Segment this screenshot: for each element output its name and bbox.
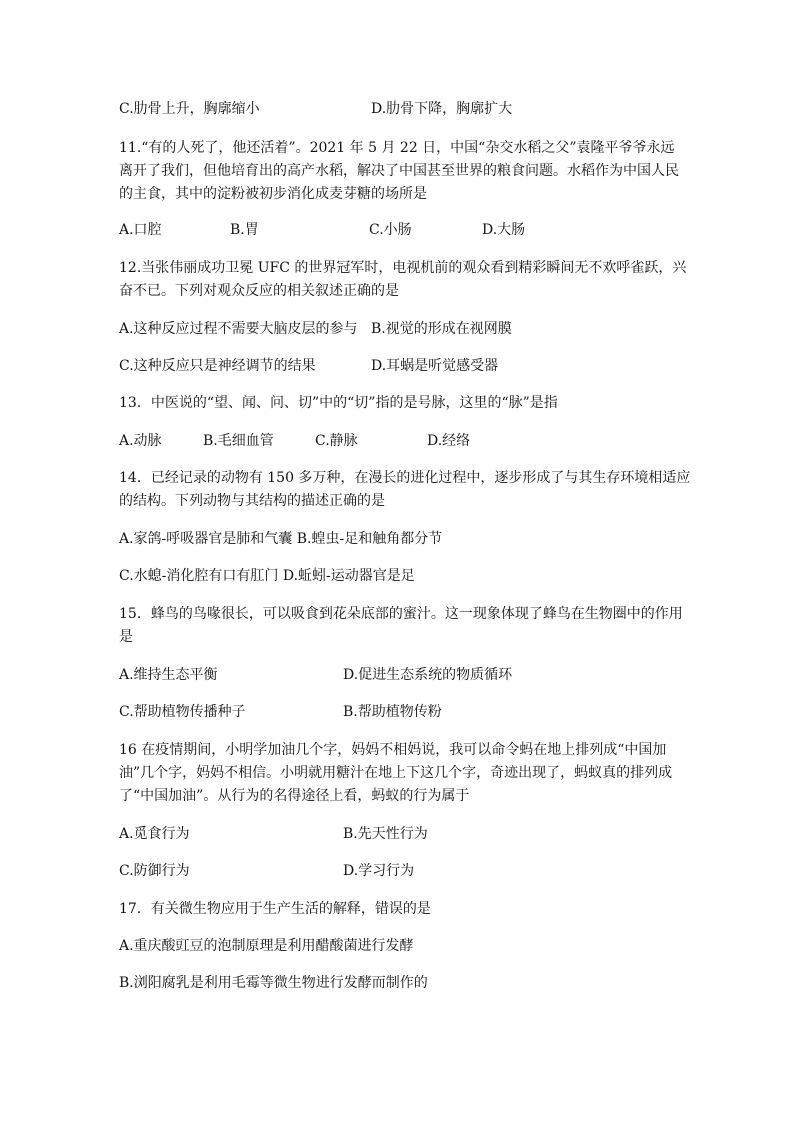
q12-option-b: B.视觉的形成在视网膜 <box>371 321 512 337</box>
q13-option-a: A.动脉 <box>119 433 162 449</box>
q15-option-c: C.帮助植物传播种子 <box>119 704 246 720</box>
q10-option-d: D.肋骨下降，胸廓扩大 <box>371 101 513 117</box>
q16-option-b: B.先天性行为 <box>343 826 428 842</box>
q13-option-c: C.静脉 <box>315 433 358 449</box>
q13-stem-line: 13．中医说的“望、闻、问、切”中的“切”指的是号脉，这里的“脉”是指 <box>119 395 558 411</box>
q16-stem-line-1: 16 在疫情期间，小明学加油几个字，妈妈不相妈说，我可以命令蚂在地上排列成“中国加 <box>119 742 667 758</box>
q12-option-d: D.耳蜗是听觉感受器 <box>371 358 499 374</box>
q12-options-row-2 <box>119 355 699 377</box>
q10-options-row <box>119 98 699 120</box>
q17-option-a: A.重庆酸豇豆的泡制原理是利用醋酸菌进行发酵 <box>119 938 414 954</box>
q16-stem-line-3: 了“中国加油”。从行为的名得途径上看，蚂蚁的行为属于 <box>119 788 470 804</box>
q16-option-d: D.学习行为 <box>343 863 415 879</box>
q11-options-row <box>119 219 699 241</box>
q13-option-b: B.毛细血管 <box>203 433 274 449</box>
q14-stem-line-1: 14．已经记录的动物有 150 多万种，在漫长的进化过程中，逐步形成了与其生存环境相适应 <box>119 470 691 486</box>
q17-option-b: B.浏阳腐乳是利用毛霉等微生物进行发酵而制作的 <box>119 975 428 991</box>
q16-option-a: A.觅食行为 <box>119 826 190 842</box>
q12-options-row-1 <box>119 318 699 340</box>
q15-options-row-2 <box>119 701 699 723</box>
q11-option-a: A.口腔 <box>119 222 162 238</box>
q17-stem-line: 17．有关微生物应用于生产生活的解释，错误的是 <box>119 901 431 917</box>
q11-option-c: C.小肠 <box>369 222 412 238</box>
q16-options-row-2 <box>119 860 699 882</box>
q11-option-d: D.大肠 <box>482 222 526 238</box>
q16-options-row-1 <box>119 823 699 845</box>
q14-options-row-2: C.水螅-消化腔有口有肛门 D.蚯蚓-运动器官是足 <box>119 568 415 584</box>
q13-options-row <box>119 430 699 452</box>
q16-option-c: C.防御行为 <box>119 863 190 879</box>
q12-option-a: A.这种反应过程不需要大脑皮层的参与 <box>119 321 358 337</box>
q15-stem-line-2: 是 <box>119 629 133 645</box>
q15-options-row-1 <box>119 664 699 686</box>
q12-stem-line-2: 奋不已。下列对观众反应的相关叙述正确的是 <box>119 283 399 299</box>
q15-option-d: D.促进生态系统的物质循环 <box>343 667 513 683</box>
q15-stem-line-1: 15．蜂鸟的鸟喙很长，可以吸食到花朵底部的蜜汁。这一现象体现了蜂鸟在生物圈中的作用 <box>119 606 683 622</box>
q11-stem-line-3: 的主食，其中的淀粉被初步消化成麦芽糖的场所是 <box>119 186 427 202</box>
q11-stem-line-2: 离开了我们，但他培育出的高产水稻，解决了中国甚至世界的粮食问题。水稻作为中国人民 <box>119 163 679 179</box>
q12-stem-line-1: 12.当张伟丽成功卫冕 UFC 的世界冠军时，电视机前的观众看到精彩瞬间无不欢呼雀跃，兴 <box>119 260 687 276</box>
q11-stem-line-1: 11.“有的人死了，他还活着”。2021 年 5 月 22 日，中国“杂交水稻之父”袁隆平爷爷永远 <box>119 140 675 156</box>
q11-option-b: B.胃 <box>230 222 259 238</box>
q15-option-b: B.帮助植物传粉 <box>343 704 442 720</box>
q14-options-row-1: A.家鸽-呼吸器官是肺和气囊 B.蝗虫-足和触角都分节 <box>119 531 443 547</box>
q16-stem-line-2: 油”几个字，妈妈不相信。小明就用糖汁在地上下这几个字，奇迹出现了，蚂蚁真的排列成 <box>119 765 673 781</box>
q12-option-c: C.这种反应只是神经调节的结果 <box>119 358 316 374</box>
q15-option-a: A.维持生态平衡 <box>119 667 218 683</box>
q13-option-d: D.经络 <box>427 433 471 449</box>
q10-option-c: C.肋骨上升，胸廓缩小 <box>119 101 260 117</box>
q14-stem-line-2: 的结构。下列动物与其结构的描述正确的是 <box>119 493 385 509</box>
